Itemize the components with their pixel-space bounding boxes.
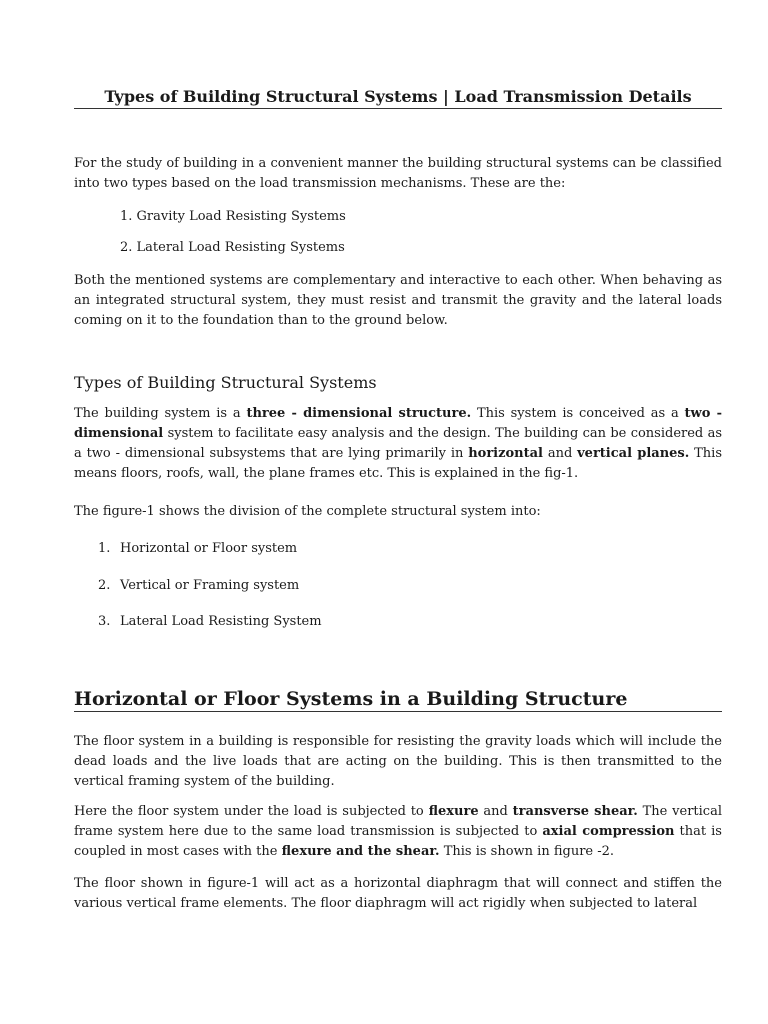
types-list-number-1: 1. [98,541,111,556]
text-run: The vertical frame system here due to the same load transmission is subjected to [74,804,722,839]
types-section-heading: Types of Building Structural Systems [74,373,377,392]
text-run: that is coupled in most cases with the [74,824,722,859]
floor-paragraph-1: The floor system in a building is responsible for resisting the gravity loads which will include the dead loads and the live loads that are acting on the building. This is then transmitted to the vertical framing system of the building. [74,734,722,789]
bold-run: vertical planes. [577,446,690,461]
bold-run: two - dimensional [74,406,723,441]
intro-paragraph: For the study of building in a convenient manner the building structural systems can be classified into two types based on the load transmission mechanisms. These are the: [74,156,722,191]
title-underline [74,108,722,109]
text-run: This is shown in figure -2. [439,844,615,859]
intro-list-item-1: 1. Gravity Load Resisting Systems [120,209,346,224]
floor-heading-underline [74,711,722,712]
document-title: Types of Building Structural Systems | Load Transmission Details [104,87,692,106]
bold-run: transverse shear. [512,804,638,819]
text-run: Here the floor system under the load is subjected to [74,804,429,819]
bold-run: flexure [428,804,479,819]
bold-run: horizontal [468,446,543,461]
text-run: The building system is a [74,406,247,421]
bold-run: flexure and the shear. [281,844,440,859]
types-list-label-1: Horizontal or Floor system [120,541,298,556]
types-list-number-3: 3. [98,614,111,629]
text-run: This means floors, roofs, wall, the plane frames etc. This is explained in the fig-1. [74,446,722,481]
bold-run: axial compression [542,824,675,839]
text-run: and [478,804,513,819]
types-list-number-2: 2. [98,578,111,593]
types-list-label-3: Lateral Load Resisting System [120,614,322,629]
types-paragraph-2: The figure-1 shows the division of the complete structural system into: [74,504,541,519]
text-run: system to facilitate easy analysis and the design. The building can be considered as a two - dimensional subsystems that are lying primarily in [74,426,722,461]
types-list-label-2: Vertical or Framing system [120,578,300,593]
floor-paragraph-2 [74,802,722,862]
intro-closing-paragraph: Both the mentioned systems are complementary and interactive to each other. When behaving as an integrated structural system, they must resist and transmit the gravity and the lateral loads coming on it to the foundation than to the ground below. [74,273,722,328]
intro-list-item-2: 2. Lateral Load Resisting Systems [120,240,345,255]
bold-run: three - dimensional structure. [246,406,472,421]
floor-paragraph-3: The floor shown in figure-1 will act as a horizontal diaphragm that will connect and stiffen the various vertical frame elements. The floor diaphragm will act rigidly when subjected to lateral [74,876,722,911]
text-run: This system is conceived as a [471,406,685,421]
text-run: and [543,446,578,461]
floor-section-heading: Horizontal or Floor Systems in a Building Structure [74,688,628,710]
types-paragraph-1 [74,404,722,484]
